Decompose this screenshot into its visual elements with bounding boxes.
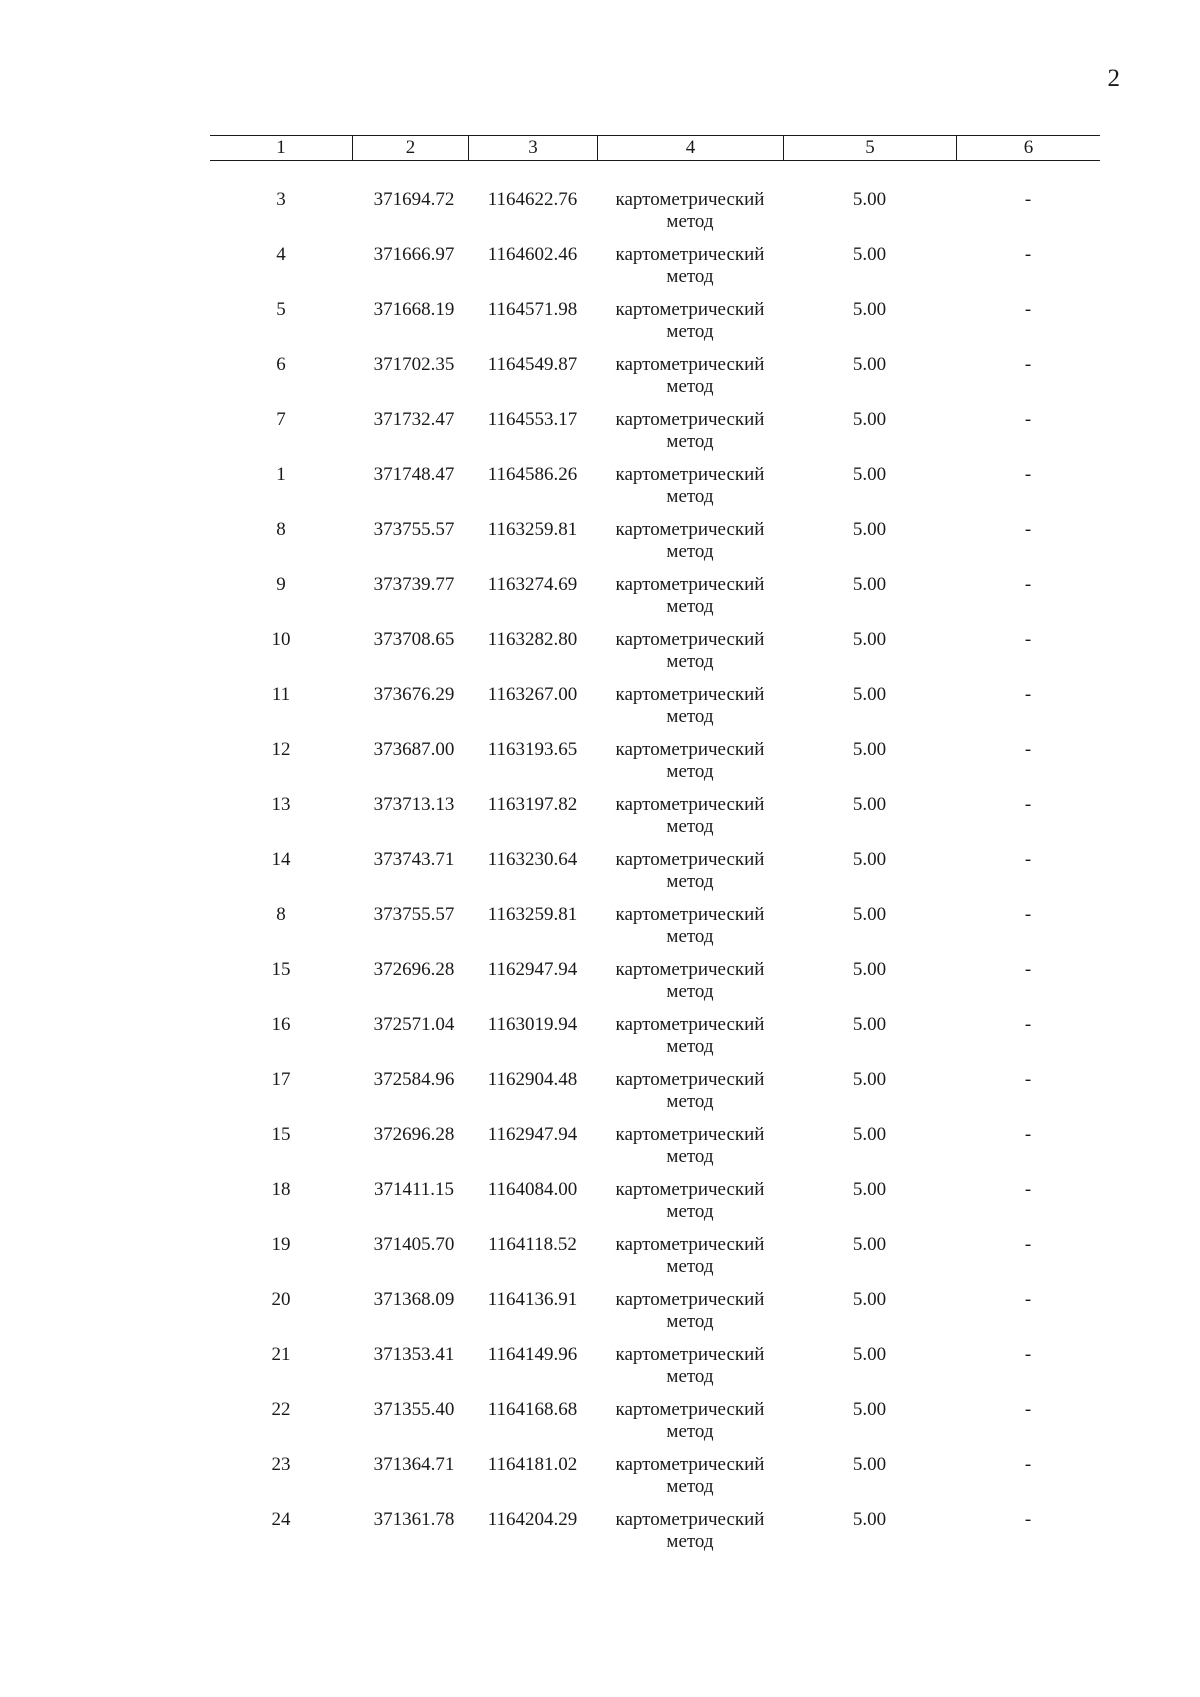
description-cell: - [1024,519,1032,540]
accuracy-cell: 5.00 [852,1124,887,1145]
method-line-2: метод [666,816,714,837]
x-coordinate-cell: 372696.28 [373,959,455,980]
method-cell [597,790,783,845]
accuracy-cell: 5.00 [852,244,887,265]
x-coordinate-cell: 373755.57 [373,904,455,925]
accuracy-cell: 5.00 [852,299,887,320]
method-cell [597,240,783,295]
description-cell: - [1024,244,1032,265]
table-row [210,295,1100,350]
point-number-cell: 19 [271,1234,291,1255]
accuracy-cell: 5.00 [852,1454,887,1475]
table-row [210,680,1100,735]
description-cell: - [1024,1399,1032,1420]
description-cell: - [1024,409,1032,430]
y-coordinate-cell: 1164571.98 [487,299,578,320]
point-number-cell: 8 [276,904,286,925]
y-coordinate-cell: 1163259.81 [487,904,578,925]
method-line-1: картометрический [615,739,765,760]
table-row [210,240,1100,295]
y-coordinate-cell: 1164168.68 [487,1399,578,1420]
table-row [210,955,1100,1010]
point-number-cell: 3 [276,189,286,210]
method-line-1: картометрический [615,1509,765,1530]
description-cell: - [1024,1124,1032,1145]
x-coordinate-cell: 372571.04 [373,1014,455,1035]
y-coordinate-cell: 1164118.52 [488,1234,577,1255]
accuracy-cell: 5.00 [852,684,887,705]
method-line-1: картометрический [615,1344,765,1365]
point-number-cell: 10 [271,629,291,650]
method-line-2: метод [666,1476,714,1497]
description-cell: - [1024,959,1032,980]
point-number-cell: 6 [276,354,286,375]
method-cell [597,185,783,240]
method-line-1: картометрический [615,1179,765,1200]
point-number-cell: 1 [276,464,286,485]
x-coordinate-cell: 371411.15 [373,1179,455,1200]
accuracy-cell: 5.00 [852,794,887,815]
method-line-1: картометрический [615,244,765,265]
method-line-1: картометрический [615,959,765,980]
accuracy-cell: 5.00 [852,629,887,650]
table-row [210,1505,1100,1560]
method-line-2: метод [666,981,714,1002]
description-cell: - [1024,849,1032,870]
method-line-2: метод [666,706,714,727]
method-cell [597,350,783,405]
description-cell: - [1024,1014,1032,1035]
method-cell [597,295,783,350]
method-line-2: метод [666,1201,714,1222]
y-coordinate-cell: 1163230.64 [487,849,578,870]
method-line-2: метод [666,1531,714,1552]
point-number-cell: 11 [271,684,291,705]
method-line-1: картометрический [615,519,765,540]
method-line-1: картометрический [615,629,765,650]
table-row [210,405,1100,460]
method-cell [597,1395,783,1450]
x-coordinate-cell: 373708.65 [373,629,455,650]
method-cell [597,1340,783,1395]
table-row [210,845,1100,900]
x-coordinate-cell: 373743.71 [373,849,455,870]
method-line-1: картометрический [615,1014,765,1035]
point-number-cell: 23 [271,1454,291,1475]
table-row [210,1065,1100,1120]
description-cell: - [1024,684,1032,705]
method-line-1: картометрический [615,1454,765,1475]
description-cell: - [1024,739,1032,760]
method-line-2: метод [666,431,714,452]
point-number-cell: 5 [276,299,286,320]
description-cell: - [1024,629,1032,650]
y-coordinate-cell: 1163274.69 [487,574,578,595]
description-cell: - [1024,1234,1032,1255]
point-number-cell: 15 [271,1124,291,1145]
method-line-2: метод [666,486,714,507]
x-coordinate-cell: 371355.40 [373,1399,455,1420]
accuracy-cell: 5.00 [852,464,887,485]
x-coordinate-cell: 371702.35 [373,354,455,375]
y-coordinate-cell: 1163267.00 [487,684,578,705]
header-col-6: 6 [956,136,1100,160]
description-cell: - [1024,189,1032,210]
accuracy-cell: 5.00 [852,1014,887,1035]
x-coordinate-cell: 373739.77 [373,574,455,595]
y-coordinate-cell: 1163019.94 [487,1014,578,1035]
method-line-1: картометрический [615,1234,765,1255]
accuracy-cell: 5.00 [852,409,887,430]
method-cell [597,1175,783,1230]
point-number-cell: 24 [271,1509,291,1530]
y-coordinate-cell: 1164204.29 [487,1509,578,1530]
method-cell [597,1120,783,1175]
description-cell: - [1024,354,1032,375]
point-number-cell: 7 [276,409,286,430]
method-line-2: метод [666,1256,714,1277]
description-cell: - [1024,1344,1032,1365]
accuracy-cell: 5.00 [852,189,887,210]
y-coordinate-cell: 1164084.00 [487,1179,578,1200]
method-cell [597,1010,783,1065]
description-cell: - [1024,1454,1032,1475]
table-row [210,1120,1100,1175]
header-col-4: 4 [597,136,783,160]
method-line-2: метод [666,651,714,672]
table-row [210,735,1100,790]
method-line-2: метод [666,1091,714,1112]
method-line-1: картометрический [615,849,765,870]
accuracy-cell: 5.00 [852,1289,887,1310]
x-coordinate-cell: 371694.72 [373,189,455,210]
table-row [210,460,1100,515]
method-line-2: метод [666,1036,714,1057]
x-coordinate-cell: 371353.41 [373,1344,455,1365]
point-number-cell: 20 [271,1289,291,1310]
accuracy-cell: 5.00 [852,574,887,595]
table-body [210,185,1100,1560]
point-number-cell: 21 [271,1344,291,1365]
method-line-2: метод [666,541,714,562]
y-coordinate-cell: 1164181.02 [487,1454,578,1475]
method-line-2: метод [666,1366,714,1387]
header-col-5: 5 [783,136,956,160]
x-coordinate-cell: 371368.09 [373,1289,455,1310]
method-line-2: метод [666,1311,714,1332]
accuracy-cell: 5.00 [852,959,887,980]
y-coordinate-cell: 1164549.87 [487,354,578,375]
description-cell: - [1024,299,1032,320]
method-line-2: метод [666,321,714,342]
x-coordinate-cell: 371364.71 [373,1454,455,1475]
table-row [210,900,1100,955]
x-coordinate-cell: 371361.78 [373,1509,455,1530]
accuracy-cell: 5.00 [852,1344,887,1365]
description-cell: - [1024,464,1032,485]
header-col-2: 2 [352,136,468,160]
method-line-1: картометрический [615,354,765,375]
point-number-cell: 13 [271,794,291,815]
x-coordinate-cell: 373755.57 [373,519,455,540]
x-coordinate-cell: 371668.19 [373,299,455,320]
x-coordinate-cell: 373713.13 [373,794,455,815]
table-row [210,1340,1100,1395]
table-row [210,1010,1100,1065]
x-coordinate-cell: 371732.47 [373,409,455,430]
accuracy-cell: 5.00 [852,849,887,870]
method-line-1: картометрический [615,1124,765,1145]
accuracy-cell: 5.00 [852,1069,887,1090]
y-coordinate-cell: 1164622.76 [487,189,578,210]
point-number-cell: 22 [271,1399,291,1420]
table-row [210,790,1100,845]
accuracy-cell: 5.00 [852,1234,887,1255]
method-line-1: картометрический [615,464,765,485]
x-coordinate-cell: 371748.47 [373,464,455,485]
y-coordinate-cell: 1164586.26 [487,464,578,485]
method-line-2: метод [666,376,714,397]
table-header [210,135,1100,161]
method-cell [597,680,783,735]
method-line-1: картометрический [615,189,765,210]
accuracy-cell: 5.00 [852,1179,887,1200]
method-line-1: картометрический [615,1069,765,1090]
y-coordinate-cell: 1162947.94 [487,1124,578,1145]
method-line-2: метод [666,211,714,232]
method-cell [597,955,783,1010]
method-cell [597,845,783,900]
x-coordinate-cell: 372696.28 [373,1124,455,1145]
method-cell [597,1230,783,1285]
description-cell: - [1024,1069,1032,1090]
table-row [210,1395,1100,1450]
method-cell [597,405,783,460]
point-number-cell: 8 [276,519,286,540]
table-row [210,1230,1100,1285]
method-line-2: метод [666,596,714,617]
y-coordinate-cell: 1163197.82 [487,794,578,815]
accuracy-cell: 5.00 [852,1399,887,1420]
x-coordinate-cell: 373676.29 [373,684,455,705]
method-line-1: картометрический [615,684,765,705]
method-cell [597,1450,783,1505]
description-cell: - [1024,1179,1032,1200]
method-line-2: метод [666,926,714,947]
point-number-cell: 9 [276,574,286,595]
point-number-cell: 16 [271,1014,291,1035]
description-cell: - [1024,574,1032,595]
method-line-1: картометрический [615,794,765,815]
header-col-1: 1 [276,137,286,158]
method-cell [597,735,783,790]
x-coordinate-cell: 371405.70 [373,1234,455,1255]
accuracy-cell: 5.00 [852,904,887,925]
method-line-1: картометрический [615,1289,765,1310]
method-line-1: картометрический [615,299,765,320]
description-cell: - [1024,794,1032,815]
page-number: 2 [1107,65,1120,92]
table-row [210,1450,1100,1505]
method-line-1: картометрический [615,409,765,430]
y-coordinate-cell: 1164602.46 [487,244,578,265]
x-coordinate-cell: 373687.00 [373,739,455,760]
point-number-cell: 12 [271,739,291,760]
x-coordinate-cell: 372584.96 [373,1069,455,1090]
y-coordinate-cell: 1163193.65 [487,739,578,760]
table-row [210,570,1100,625]
table-row [210,515,1100,570]
method-line-2: метод [666,761,714,782]
y-coordinate-cell: 1162947.94 [487,959,578,980]
point-number-cell: 17 [271,1069,291,1090]
accuracy-cell: 5.00 [852,519,887,540]
method-line-2: метод [666,871,714,892]
table-row [210,185,1100,240]
accuracy-cell: 5.00 [852,1509,887,1530]
method-line-2: метод [666,1146,714,1167]
method-line-1: картометрический [615,904,765,925]
table-row [210,1285,1100,1340]
method-cell [597,1505,783,1560]
method-cell [597,570,783,625]
description-cell: - [1024,1509,1032,1530]
y-coordinate-cell: 1164136.91 [487,1289,578,1310]
point-number-cell: 18 [271,1179,291,1200]
y-coordinate-cell: 1163259.81 [487,519,578,540]
point-number-cell: 4 [276,244,286,265]
table-row [210,1175,1100,1230]
method-line-2: метод [666,1421,714,1442]
method-line-1: картометрический [615,574,765,595]
y-coordinate-cell: 1163282.80 [487,629,578,650]
header-col-3: 3 [468,136,597,160]
point-number-cell: 14 [271,849,291,870]
y-coordinate-cell: 1164553.17 [487,409,578,430]
x-coordinate-cell: 371666.97 [373,244,455,265]
table-row [210,625,1100,680]
accuracy-cell: 5.00 [852,739,887,760]
y-coordinate-cell: 1164149.96 [487,1344,578,1365]
accuracy-cell: 5.00 [852,354,887,375]
method-cell [597,1065,783,1120]
method-cell [597,515,783,570]
description-cell: - [1024,904,1032,925]
description-cell: - [1024,1289,1032,1310]
method-cell [597,625,783,680]
y-coordinate-cell: 1162904.48 [487,1069,578,1090]
method-cell [597,460,783,515]
table-row [210,350,1100,405]
method-cell [597,900,783,955]
point-number-cell: 15 [271,959,291,980]
method-line-1: картометрический [615,1399,765,1420]
method-line-2: метод [666,266,714,287]
method-cell [597,1285,783,1340]
